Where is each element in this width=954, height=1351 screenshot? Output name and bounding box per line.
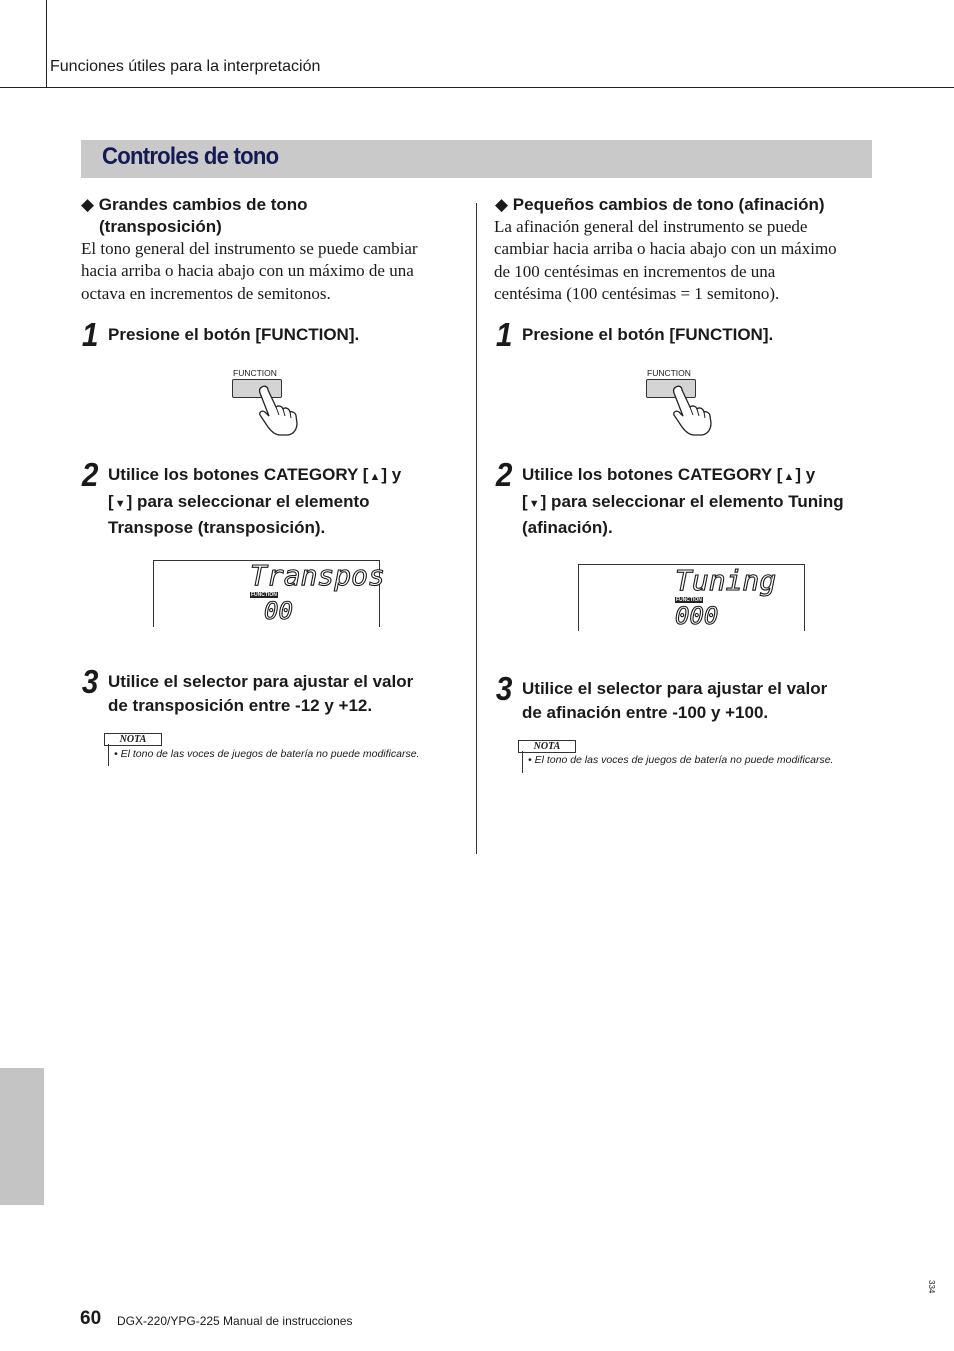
left-step2-number: 2 bbox=[81, 456, 99, 493]
lcd-value: 000 bbox=[675, 602, 719, 630]
right-step2-number: 2 bbox=[495, 456, 513, 493]
category-up-icon: ▲ bbox=[783, 471, 795, 483]
category-down-icon: ▼ bbox=[114, 497, 126, 510]
right-function-button-illustration: FUNCTION bbox=[640, 367, 720, 437]
right-note-text: • El tono de las voces de juegos de batería no puede modificarse. bbox=[528, 754, 834, 766]
left-function-button-illustration: FUNCTION bbox=[226, 367, 306, 437]
right-step1-number: 1 bbox=[495, 316, 513, 353]
pointing-hand-icon bbox=[668, 385, 716, 437]
lcd-item-name: Tuning bbox=[675, 564, 777, 597]
left-intro: El tono general del instrumento se puede cambiar hacia arriba o hacia abajo con un máximo de una octava en incrementos de semitonos. bbox=[81, 239, 418, 303]
right-step3-number: 3 bbox=[495, 670, 513, 707]
column-divider bbox=[476, 203, 477, 854]
left-step2-text: Utilice los botones CATEGORY [▲] y [▼] para seleccionar el elemento Transpose (transposición). bbox=[108, 465, 402, 537]
left-subheading: ◆ Grandes cambios de tono (transposición) bbox=[81, 195, 308, 236]
pointing-hand-icon bbox=[254, 385, 302, 437]
left-step3-number: 3 bbox=[81, 663, 99, 700]
manual-title: DGX-220/YPG-225 Manual de instrucciones bbox=[117, 1314, 353, 1328]
left-step1-number: 1 bbox=[81, 316, 99, 353]
right-note-rule bbox=[522, 751, 523, 773]
header-horizontal-rule bbox=[0, 87, 954, 88]
right-step2-text: Utilice los botones CATEGORY [▲] y [▼] para seleccionar el elemento Tuning (afinación). bbox=[522, 465, 844, 537]
lcd-function-badge: FUNCTION bbox=[251, 592, 277, 598]
chapter-tab bbox=[0, 1068, 44, 1205]
left-note-rule bbox=[108, 744, 109, 766]
right-subheading: ◆ Pequeños cambios de tono (afinación) bbox=[495, 195, 825, 214]
category-down-icon: ▼ bbox=[528, 497, 540, 510]
category-up-icon: ▲ bbox=[369, 471, 381, 483]
right-step3-text: Utilice el selector para ajustar el valor de afinación entre -100 y +100. bbox=[522, 679, 828, 722]
section-title: Controles de tono bbox=[102, 143, 279, 170]
right-step1-text: Presione el botón [FUNCTION]. bbox=[522, 325, 774, 344]
left-step1-text: Presione el botón [FUNCTION]. bbox=[108, 325, 360, 344]
left-lcd-display bbox=[153, 559, 385, 627]
left-note-label: NOTA bbox=[104, 733, 162, 746]
lcd-value: 00 bbox=[264, 597, 293, 625]
header-vertical-rule bbox=[46, 0, 47, 88]
right-note-label: NOTA bbox=[518, 740, 576, 753]
left-note-text: • El tono de las voces de juegos de batería no puede modificarse. bbox=[114, 748, 420, 760]
right-intro: La afinación general del instrumento se puede cambiar hacia arriba o hacia abajo con un máximo de 100 centésimas en incrementos de una centésima (100 centésimas = 1 semitono). bbox=[494, 217, 837, 303]
print-code: 334 bbox=[927, 1280, 936, 1294]
left-step3-text: Utilice el selector para ajustar el valor de transposición entre -12 y +12. bbox=[108, 672, 414, 715]
lcd-function-badge: FUNCTION bbox=[676, 597, 702, 603]
page-number: 60 bbox=[80, 1308, 102, 1329]
lcd-item-name: Transpos bbox=[250, 559, 385, 592]
running-header: Funciones útiles para la interpretación bbox=[50, 58, 321, 75]
right-lcd-display bbox=[578, 564, 805, 631]
